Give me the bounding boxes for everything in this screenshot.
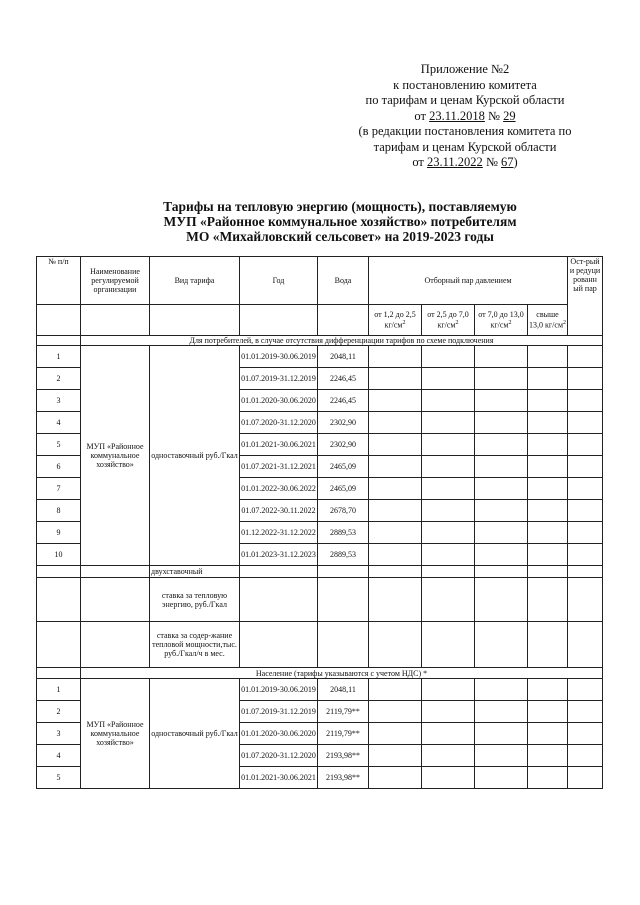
- water-price-cell: 2889,53: [318, 522, 369, 544]
- steam-1-label: от 1,2 до 2,5 кг/см: [374, 310, 416, 330]
- empty-cell: [81, 622, 150, 668]
- header-number-2: 67: [501, 155, 514, 169]
- empty-cell: [475, 723, 528, 745]
- row-number: 4: [37, 745, 81, 767]
- period-cell: 01.07.2020-31.12.2020: [240, 412, 318, 434]
- header-col-num: № п/п: [37, 257, 81, 305]
- empty-cell: [37, 336, 81, 346]
- empty-cell: [369, 412, 422, 434]
- water-price-cell: 2193,98**: [318, 745, 369, 767]
- steam-3-sq: 2: [508, 320, 512, 327]
- empty-cell: [528, 701, 568, 723]
- empty-cell: [81, 566, 150, 578]
- water-price-cell: 2119,79**: [318, 723, 369, 745]
- empty-cell: [318, 578, 369, 622]
- header-col-steam: Отборный пар давлением: [369, 257, 568, 305]
- water-price-cell: 2119,79**: [318, 701, 369, 723]
- empty-cell: [568, 368, 603, 390]
- empty-cell: [369, 390, 422, 412]
- empty-cell: [369, 701, 422, 723]
- period-cell: 01.07.2019-31.12.2019: [240, 701, 318, 723]
- empty-cell: [422, 701, 475, 723]
- empty-cell: [528, 412, 568, 434]
- empty-cell: [568, 478, 603, 500]
- section-title-population: Население (тарифы указываются с учетом НДС) *: [81, 668, 603, 679]
- empty-cell: [528, 434, 568, 456]
- header-line-1: Приложение №2: [420, 62, 510, 76]
- water-price-cell: 2302,90: [318, 434, 369, 456]
- empty-cell: [318, 305, 369, 336]
- header-date: 23.11.2018: [429, 108, 485, 123]
- empty-cell: [475, 767, 528, 789]
- empty-cell: [369, 434, 422, 456]
- empty-cell: [568, 544, 603, 566]
- appendix-header: [330, 62, 600, 171]
- steam-2-label: от 2,5 до 7,0 кг/см: [427, 310, 469, 330]
- section-title-general: Для потребителей, в случае отсутствия дифференциации тарифов по схеме подключения: [81, 336, 603, 346]
- header-col-type: Вид тарифа: [150, 257, 240, 305]
- empty-cell: [37, 305, 81, 336]
- row-number: 5: [37, 434, 81, 456]
- empty-cell: [369, 745, 422, 767]
- steam-2-sq: 2: [455, 320, 459, 327]
- period-cell: 01.07.2022-30.11.2022: [240, 500, 318, 522]
- water-price-cell: 2048,11: [318, 679, 369, 701]
- water-price-cell: 2302,90: [318, 412, 369, 434]
- empty-cell: [150, 305, 240, 336]
- empty-cell: [475, 456, 528, 478]
- header-line-2: к постановлению комитета: [393, 77, 537, 92]
- empty-cell: [568, 701, 603, 723]
- period-cell: 01.07.2020-31.12.2020: [240, 745, 318, 767]
- empty-cell: [528, 346, 568, 368]
- empty-cell: [422, 522, 475, 544]
- header-steam-1: [369, 305, 422, 336]
- empty-cell: [528, 500, 568, 522]
- empty-cell: [568, 622, 603, 668]
- empty-cell: [568, 578, 603, 622]
- empty-cell: [475, 390, 528, 412]
- empty-cell: [240, 622, 318, 668]
- two-rate-label: двухставочный: [150, 566, 240, 578]
- org-name-cell: МУП «Районное коммунальное хозяйство»: [81, 346, 150, 566]
- empty-cell: [422, 478, 475, 500]
- period-cell: 01.12.2022-31.12.2022: [240, 522, 318, 544]
- empty-cell: [568, 456, 603, 478]
- row-number: 5: [37, 767, 81, 789]
- header-line-5: (в редакции постановления комитета по: [358, 124, 572, 138]
- title-line-1: Тарифы на тепловую энергию (мощность), поставляемую: [163, 199, 517, 214]
- row-number: 2: [37, 701, 81, 723]
- empty-cell: [422, 434, 475, 456]
- empty-cell: [81, 305, 150, 336]
- empty-cell: [475, 412, 528, 434]
- row-number: 6: [37, 456, 81, 478]
- empty-cell: [422, 578, 475, 622]
- empty-cell: [369, 723, 422, 745]
- header-steam-3: [475, 305, 528, 336]
- empty-cell: [568, 767, 603, 789]
- empty-cell: [81, 578, 150, 622]
- empty-cell: [37, 566, 81, 578]
- empty-cell: [422, 456, 475, 478]
- header-close: ): [513, 155, 518, 169]
- header-from-2: от: [412, 155, 428, 169]
- empty-cell: [528, 522, 568, 544]
- empty-cell: [568, 679, 603, 701]
- steam-3-label: от 7,0 до 13,0 кг/см: [478, 310, 524, 330]
- header-col-sharp-steam: Ост-рый и редуци рованн ый пар: [568, 257, 603, 336]
- empty-cell: [369, 368, 422, 390]
- period-cell: 01.01.2021-30.06.2021: [240, 434, 318, 456]
- empty-cell: [568, 745, 603, 767]
- empty-cell: [422, 500, 475, 522]
- empty-cell: [568, 522, 603, 544]
- empty-cell: [475, 522, 528, 544]
- title-line-2: МУП «Районное коммунальное хозяйство» потребителям: [163, 214, 517, 229]
- empty-cell: [422, 566, 475, 578]
- empty-cell: [37, 668, 81, 679]
- empty-cell: [475, 434, 528, 456]
- water-price-cell: 2246,45: [318, 368, 369, 390]
- period-cell: 01.07.2021-31.12.2021: [240, 456, 318, 478]
- empty-cell: [568, 412, 603, 434]
- empty-cell: [369, 456, 422, 478]
- header-from: от: [414, 108, 430, 123]
- empty-cell: [369, 478, 422, 500]
- empty-cell: [37, 622, 81, 668]
- empty-cell: [528, 745, 568, 767]
- period-cell: 01.01.2019-30.06.2019: [240, 679, 318, 701]
- steam-1-sq: 2: [402, 320, 406, 327]
- header-number: 29: [503, 108, 516, 123]
- period-cell: 01.01.2019-30.06.2019: [240, 346, 318, 368]
- row-number: 1: [37, 679, 81, 701]
- header-line-6: тарифам и ценам Курской области: [373, 139, 557, 154]
- empty-cell: [475, 500, 528, 522]
- empty-cell: [568, 434, 603, 456]
- header-steam-2: [422, 305, 475, 336]
- empty-cell: [568, 390, 603, 412]
- empty-cell: [528, 767, 568, 789]
- empty-cell: [528, 679, 568, 701]
- empty-cell: [369, 622, 422, 668]
- empty-cell: [369, 346, 422, 368]
- header-line-4: [330, 109, 600, 125]
- row-number: 4: [37, 412, 81, 434]
- empty-cell: [422, 390, 475, 412]
- empty-cell: [475, 368, 528, 390]
- header-date-2: 23.11.2022: [427, 155, 483, 169]
- steam-4-sq: 2: [563, 320, 567, 327]
- empty-cell: [475, 701, 528, 723]
- empty-cell: [422, 544, 475, 566]
- empty-cell: [369, 578, 422, 622]
- empty-cell: [475, 745, 528, 767]
- empty-cell: [568, 500, 603, 522]
- row-number: 9: [37, 522, 81, 544]
- empty-cell: [528, 544, 568, 566]
- empty-cell: [475, 346, 528, 368]
- empty-cell: [568, 346, 603, 368]
- period-cell: 01.01.2023-31.12.2023: [240, 544, 318, 566]
- period-cell: 01.07.2019-31.12.2019: [240, 368, 318, 390]
- water-price-cell: 2246,45: [318, 390, 369, 412]
- empty-cell: [528, 478, 568, 500]
- empty-cell: [422, 767, 475, 789]
- period-cell: 01.01.2022-30.06.2022: [240, 478, 318, 500]
- empty-cell: [475, 578, 528, 622]
- water-price-cell: 2193,98**: [318, 767, 369, 789]
- empty-cell: [568, 723, 603, 745]
- header-col-water: Вода: [318, 257, 369, 305]
- water-price-cell: 2465,09: [318, 456, 369, 478]
- empty-cell: [528, 566, 568, 578]
- empty-cell: [37, 578, 81, 622]
- empty-cell: [475, 544, 528, 566]
- title-line-3: МО «Михайловский сельсовет» на 2019-2023 годы: [186, 229, 494, 244]
- empty-cell: [369, 767, 422, 789]
- header-col-year: Год: [240, 257, 318, 305]
- empty-cell: [528, 390, 568, 412]
- period-cell: 01.01.2021-30.06.2021: [240, 767, 318, 789]
- header-steam-4: [528, 305, 568, 336]
- empty-cell: [528, 578, 568, 622]
- row-number: 3: [37, 723, 81, 745]
- steam-4-label: свыше 13,0 кг/см: [529, 310, 564, 330]
- row-number: 3: [37, 390, 81, 412]
- empty-cell: [568, 566, 603, 578]
- empty-cell: [475, 478, 528, 500]
- empty-cell: [475, 622, 528, 668]
- empty-cell: [475, 566, 528, 578]
- empty-cell: [422, 745, 475, 767]
- empty-cell: [240, 578, 318, 622]
- row-number: 2: [37, 368, 81, 390]
- empty-cell: [369, 522, 422, 544]
- rate-energy-label: ставка за тепловую энергию, руб./Гкал: [150, 578, 240, 622]
- header-no: №: [484, 108, 504, 123]
- header-col-org: Наименование регулируемой организации: [81, 257, 150, 305]
- document-title: [95, 199, 585, 244]
- empty-cell: [528, 723, 568, 745]
- empty-cell: [240, 305, 318, 336]
- tariff-table: [36, 256, 603, 789]
- empty-cell: [369, 566, 422, 578]
- row-number: 7: [37, 478, 81, 500]
- water-price-cell: 2465,09: [318, 478, 369, 500]
- header-line-3: по тарифам и ценам Курской области: [365, 93, 565, 107]
- empty-cell: [475, 679, 528, 701]
- rate-power-label: ставка за содер-жание тепловой мощности,тыс. руб./Гкал/ч в мес.: [150, 622, 240, 668]
- row-number: 1: [37, 346, 81, 368]
- water-price-cell: 2889,53: [318, 544, 369, 566]
- header-no-2: №: [482, 155, 501, 169]
- period-cell: 01.01.2020-30.06.2020: [240, 390, 318, 412]
- empty-cell: [240, 566, 318, 578]
- empty-cell: [528, 368, 568, 390]
- empty-cell: [369, 544, 422, 566]
- period-cell: 01.01.2020-30.06.2020: [240, 723, 318, 745]
- empty-cell: [528, 456, 568, 478]
- empty-cell: [318, 566, 369, 578]
- empty-cell: [318, 622, 369, 668]
- empty-cell: [369, 500, 422, 522]
- empty-cell: [422, 368, 475, 390]
- water-price-cell: 2678,70: [318, 500, 369, 522]
- empty-cell: [528, 622, 568, 668]
- empty-cell: [422, 622, 475, 668]
- org-name-cell: МУП «Районное коммунальное хозяйство»: [81, 679, 150, 789]
- empty-cell: [369, 679, 422, 701]
- tariff-type-cell: одноставочный руб./Гкал: [150, 346, 240, 566]
- empty-cell: [422, 346, 475, 368]
- water-price-cell: 2048,11: [318, 346, 369, 368]
- empty-cell: [422, 679, 475, 701]
- row-number: 8: [37, 500, 81, 522]
- header-line-7: [330, 155, 600, 171]
- empty-cell: [422, 412, 475, 434]
- row-number: 10: [37, 544, 81, 566]
- tariff-type-cell: одноставочный руб./Гкал: [150, 679, 240, 789]
- empty-cell: [422, 723, 475, 745]
